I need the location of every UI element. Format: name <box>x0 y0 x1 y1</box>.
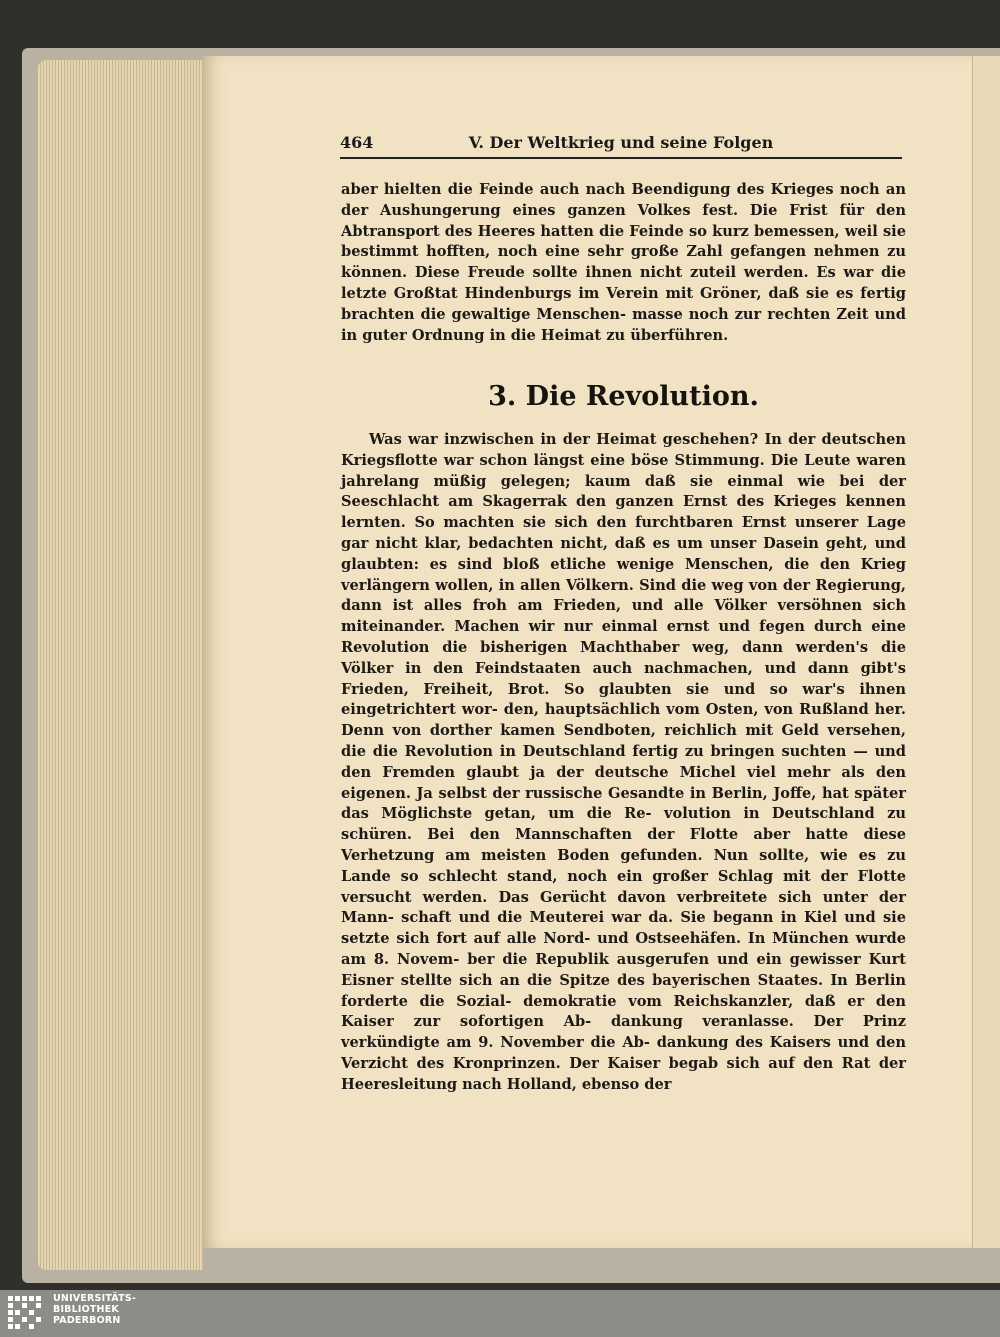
paragraph-1-text: aber hielten die Feinde auch nach Beendigung des Krieges noch an der Aushungerung eines ganzen Volkes fest. Die Frist für den Abtransport des Heeres hatten die Feinde so kurz bemessen, weil sie bestimmt hofften, noch eine sehr große Zahl gefangen nehmen zu können. Diese Freude sollte ihnen nicht zuteil werden. Es war die letzte Großtat Hindenburgs im Verein mit Gröner, daß sie es fertig brachten die gewaltige Menschen- masse noch zur rechten Zeit und in guter Ordnung in die Heimat zu überführen. <box>341 181 906 344</box>
library-name <box>53 1293 136 1326</box>
library-name-line-1: UNIVERSITÄTS- <box>53 1293 136 1304</box>
page-edges <box>38 60 203 1270</box>
paragraph-2-text: Was war inzwischen in der Heimat geschehen? In der deutschen Kriegsflotte war schon längst eine böse Stimmung. Die Leute waren jahrelang müßig gelegen; kaum daß sie einmal wie bei der Seeschlacht am Skagerrak den ganzen Ernst des Krieges kennen lernten. So machten sie sich den furchtbaren Ernst unserer Lage gar nicht klar, bedachten nicht, daß es um unser Dasein geht, und glaubten: es sind bloß etliche wenige Menschen, die den Krieg verlängern wollen, in allen Völkern. Sind die weg von der Regierung, dann ist alles froh am Frieden, und alle Völker versöhnen sich miteinander. Machen wir nur einmal ernst und fegen durch eine Revolution die bisherigen Machthaber weg, dann werden's die Völker in den Feindstaaten auch nachmachen, und dann gibt's Frieden, Freiheit, Brot. So glaubten sie und so war's ihnen eingetrichtert wor- den, hauptsächlich vom Osten, von Rußland her. Denn von dorther kamen Sendboten, reichlich mit Geld versehen, die die Revolution in Deutschland fertig zu bringen suchten — und den Fremden glaubt ja der deutsche Michel viel mehr als den eigenen. Ja selbst der russische Gesandte in Berlin, Joffe, hat später das Möglichste getan, um die Re- volution in Deutschland zu schüren. Bei den Mannschaften der Flotte aber hatte diese Verhetzung am meisten Boden gefunden. Nun sollte, wie es zu Lande so schlecht stand, noch ein großer Schlag mit der Flotte versucht werden. Das Gerücht davon verbreitete sich unter der Mann- schaft und die Meuterei war da. Sie begann in Kiel und sie setzte sich fort auf alle Nord- und Ostseehäfen. In München wurde am 8. Novem- ber die Republik ausgerufen und ein gewisser Kurt Eisner stellte sich an die Spitze des bayerischen Staates. In Berlin forderte die Sozial- demokratie vom Reichskanzler, daß er den Kaiser zur sofortigen Ab- dankung veranlasse. Der Prinz verkündigte am 9. November die Ab- dankung des Kaisers und den Verzicht des Kronprinzen. Der Kaiser begab sich auf den Rat der Heeresleitung nach Holland, ebenso der <box>341 431 906 1093</box>
running-title: V. Der Weltkrieg und seine Folgen <box>468 133 774 152</box>
next-page-edge <box>972 56 1000 1248</box>
page-header <box>340 133 902 159</box>
paragraph-2 <box>341 430 906 1096</box>
library-logo-icon <box>6 1294 48 1333</box>
section-title: 3. Die Revolution. <box>488 381 759 412</box>
paragraph-1 <box>341 180 906 346</box>
page-number: 464 <box>340 133 374 152</box>
library-name-line-3: PADERBORN <box>53 1315 121 1326</box>
library-footer <box>0 1290 1000 1337</box>
library-name-line-2: BIBLIOTHEK <box>53 1304 119 1315</box>
